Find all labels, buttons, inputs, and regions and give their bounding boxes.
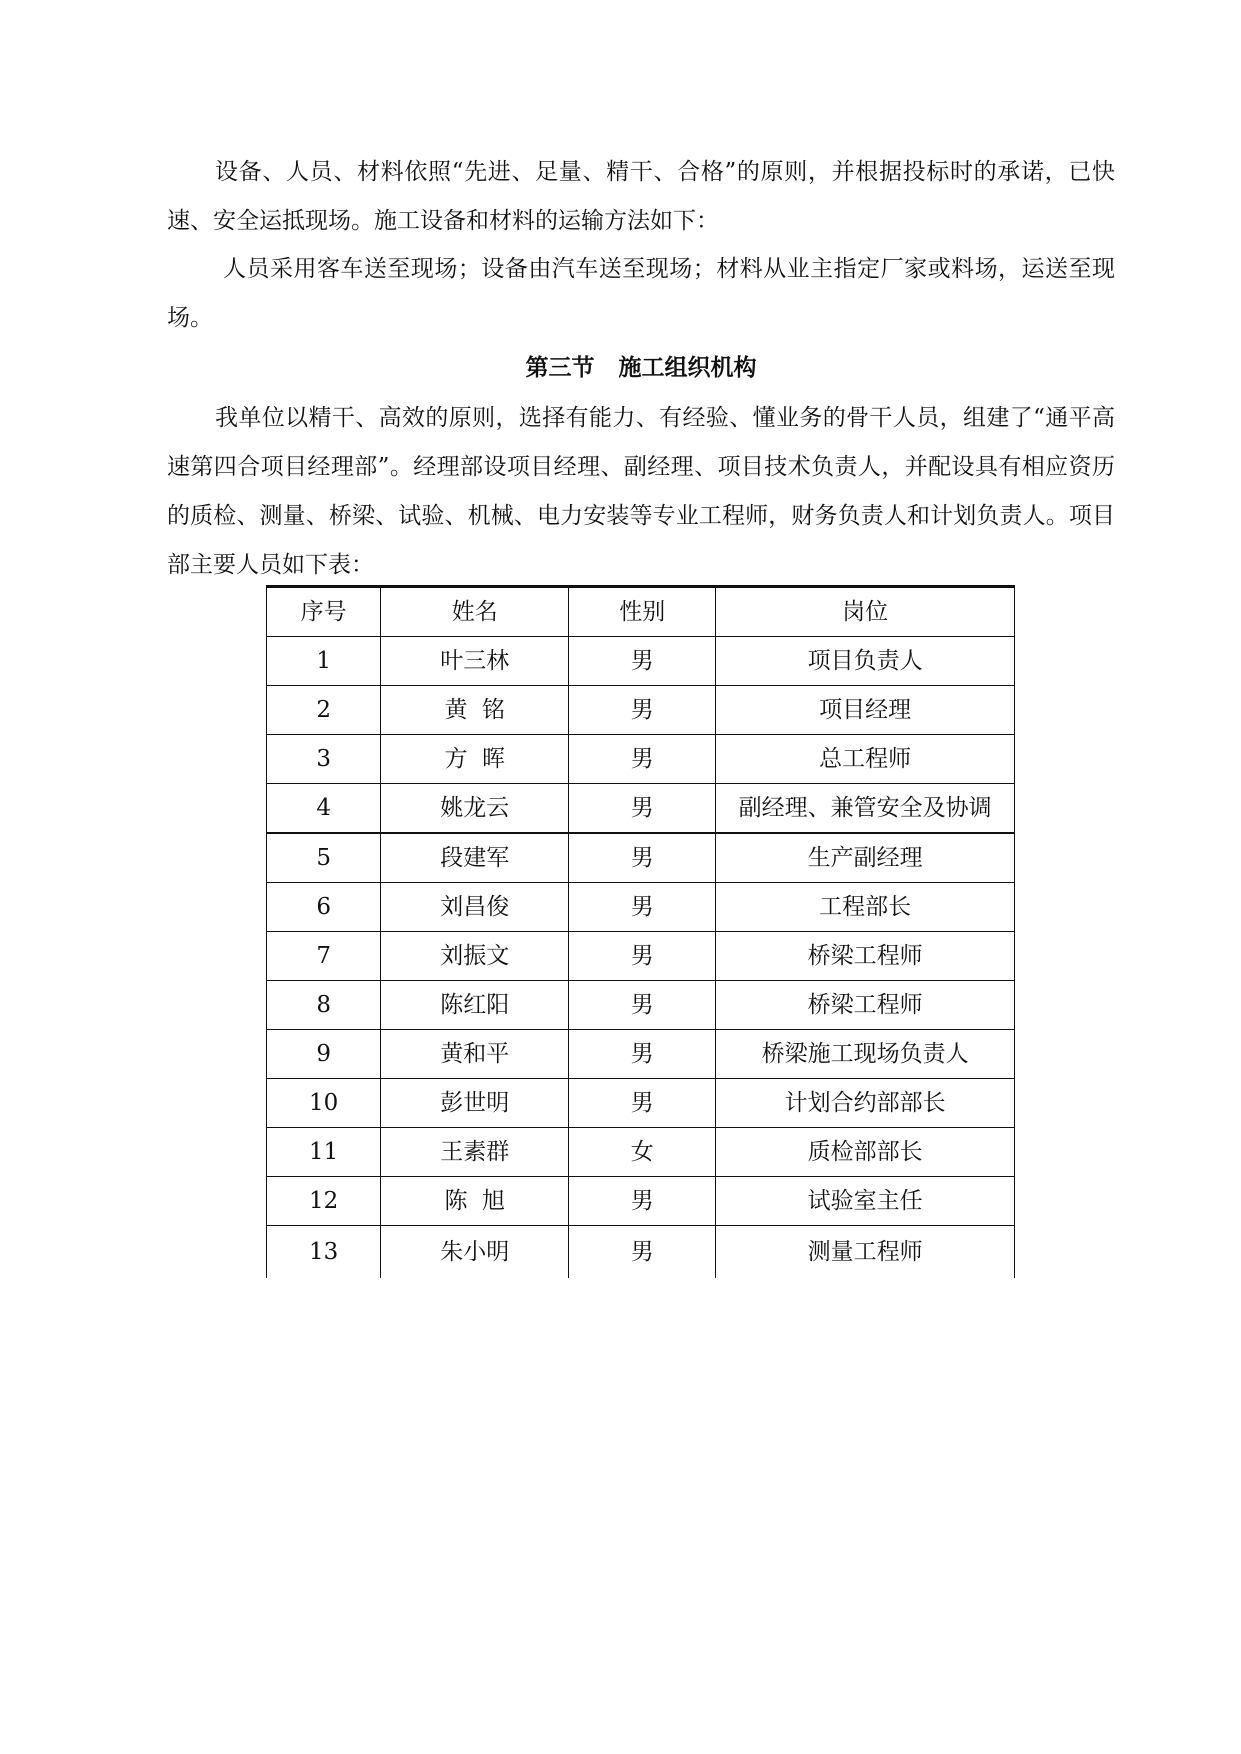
cell-post: 桥梁工程师 — [716, 981, 1015, 1030]
table-row — [267, 1030, 1015, 1079]
cell-post: 质检部部长 — [716, 1128, 1015, 1177]
paragraph-transport-method: 人员采用客车送至现场；设备由汽车送至现场；材料从业主指定厂家或料场，运送至现场。 — [167, 256, 1115, 331]
cell-gender: 男 — [569, 981, 716, 1030]
cell-name: 方 晖 — [381, 735, 569, 784]
header-post: 岗位 — [716, 587, 1015, 637]
cell-number: 2 — [267, 686, 381, 735]
paragraph-equipment-personnel: 设备、人员、材料依照“先进、足量、精干、合格”的原则，并根据投标时的承诺，已快速、安全运抵现场。施工设备和材料的运输方法如下： — [167, 159, 1115, 234]
cell-number: 11 — [267, 1128, 381, 1177]
cell-post: 总工程师 — [716, 735, 1015, 784]
header-name: 姓名 — [381, 587, 569, 637]
cell-name: 姚龙云 — [381, 784, 569, 834]
cell-number: 7 — [267, 932, 381, 981]
cell-gender: 男 — [569, 1226, 716, 1279]
table-row — [267, 1079, 1015, 1128]
cell-name: 叶三林 — [381, 637, 569, 686]
cell-number: 1 — [267, 637, 381, 686]
table-row — [267, 784, 1015, 834]
cell-post: 生产副经理 — [716, 833, 1015, 883]
cell-number: 13 — [267, 1226, 381, 1279]
cell-gender: 男 — [569, 1030, 716, 1079]
header-gender: 性别 — [569, 587, 716, 637]
staff-table — [266, 585, 1015, 1278]
cell-name: 刘昌俊 — [381, 883, 569, 932]
cell-gender: 男 — [569, 932, 716, 981]
cell-gender: 男 — [569, 735, 716, 784]
section-heading: 第三节 施工组织机构 — [525, 355, 757, 381]
cell-gender: 男 — [569, 686, 716, 735]
table-row — [267, 735, 1015, 784]
table-row — [267, 1177, 1015, 1226]
cell-gender: 男 — [569, 1079, 716, 1128]
cell-number: 6 — [267, 883, 381, 932]
cell-name: 陈 旭 — [381, 1177, 569, 1226]
paragraph-organization: 我单位以精干、高效的原则，选择有能力、有经验、懂业务的骨干人员，组建了“通平高速第四合项目经理部”。经理部设项目经理、副经理、项目技术负责人，并配设具有相应资历的质检、测量、桥梁、试验、机械、电力安装等专业工程师，财务负责人和计划负责人。项目部主要人员如下表： — [167, 405, 1115, 578]
cell-number: 10 — [267, 1079, 381, 1128]
cell-name: 朱小明 — [381, 1226, 569, 1279]
cell-name: 刘振文 — [381, 932, 569, 981]
table-row — [267, 981, 1015, 1030]
cell-number: 9 — [267, 1030, 381, 1079]
cell-number: 12 — [267, 1177, 381, 1226]
cell-post: 副经理、兼管安全及协调 — [716, 784, 1015, 834]
cell-gender: 男 — [569, 833, 716, 883]
cell-post: 桥梁施工现场负责人 — [716, 1030, 1015, 1079]
cell-number: 4 — [267, 784, 381, 834]
cell-number: 3 — [267, 735, 381, 784]
header-number: 序号 — [267, 587, 381, 637]
cell-number: 8 — [267, 981, 381, 1030]
cell-name: 彭世明 — [381, 1079, 569, 1128]
table-row — [267, 637, 1015, 686]
cell-post: 桥梁工程师 — [716, 932, 1015, 981]
cell-post: 工程部长 — [716, 883, 1015, 932]
table-row — [267, 1226, 1015, 1279]
table-row — [267, 883, 1015, 932]
cell-name: 黄和平 — [381, 1030, 569, 1079]
cell-gender: 男 — [569, 637, 716, 686]
cell-post: 项目经理 — [716, 686, 1015, 735]
cell-gender: 男 — [569, 784, 716, 834]
cell-post: 测量工程师 — [716, 1226, 1015, 1279]
cell-gender: 男 — [569, 883, 716, 932]
table-row — [267, 1128, 1015, 1177]
table-row — [267, 932, 1015, 981]
cell-post: 计划合约部部长 — [716, 1079, 1015, 1128]
table-row — [267, 686, 1015, 735]
cell-name: 王素群 — [381, 1128, 569, 1177]
table-row — [267, 833, 1015, 883]
cell-post: 试验室主任 — [716, 1177, 1015, 1226]
cell-name: 陈红阳 — [381, 981, 569, 1030]
cell-post: 项目负责人 — [716, 637, 1015, 686]
cell-name: 黄 铭 — [381, 686, 569, 735]
cell-gender: 男 — [569, 1177, 716, 1226]
cell-name: 段建军 — [381, 833, 569, 883]
table-header-row — [267, 587, 1015, 637]
cell-number: 5 — [267, 833, 381, 883]
cell-gender: 女 — [569, 1128, 716, 1177]
